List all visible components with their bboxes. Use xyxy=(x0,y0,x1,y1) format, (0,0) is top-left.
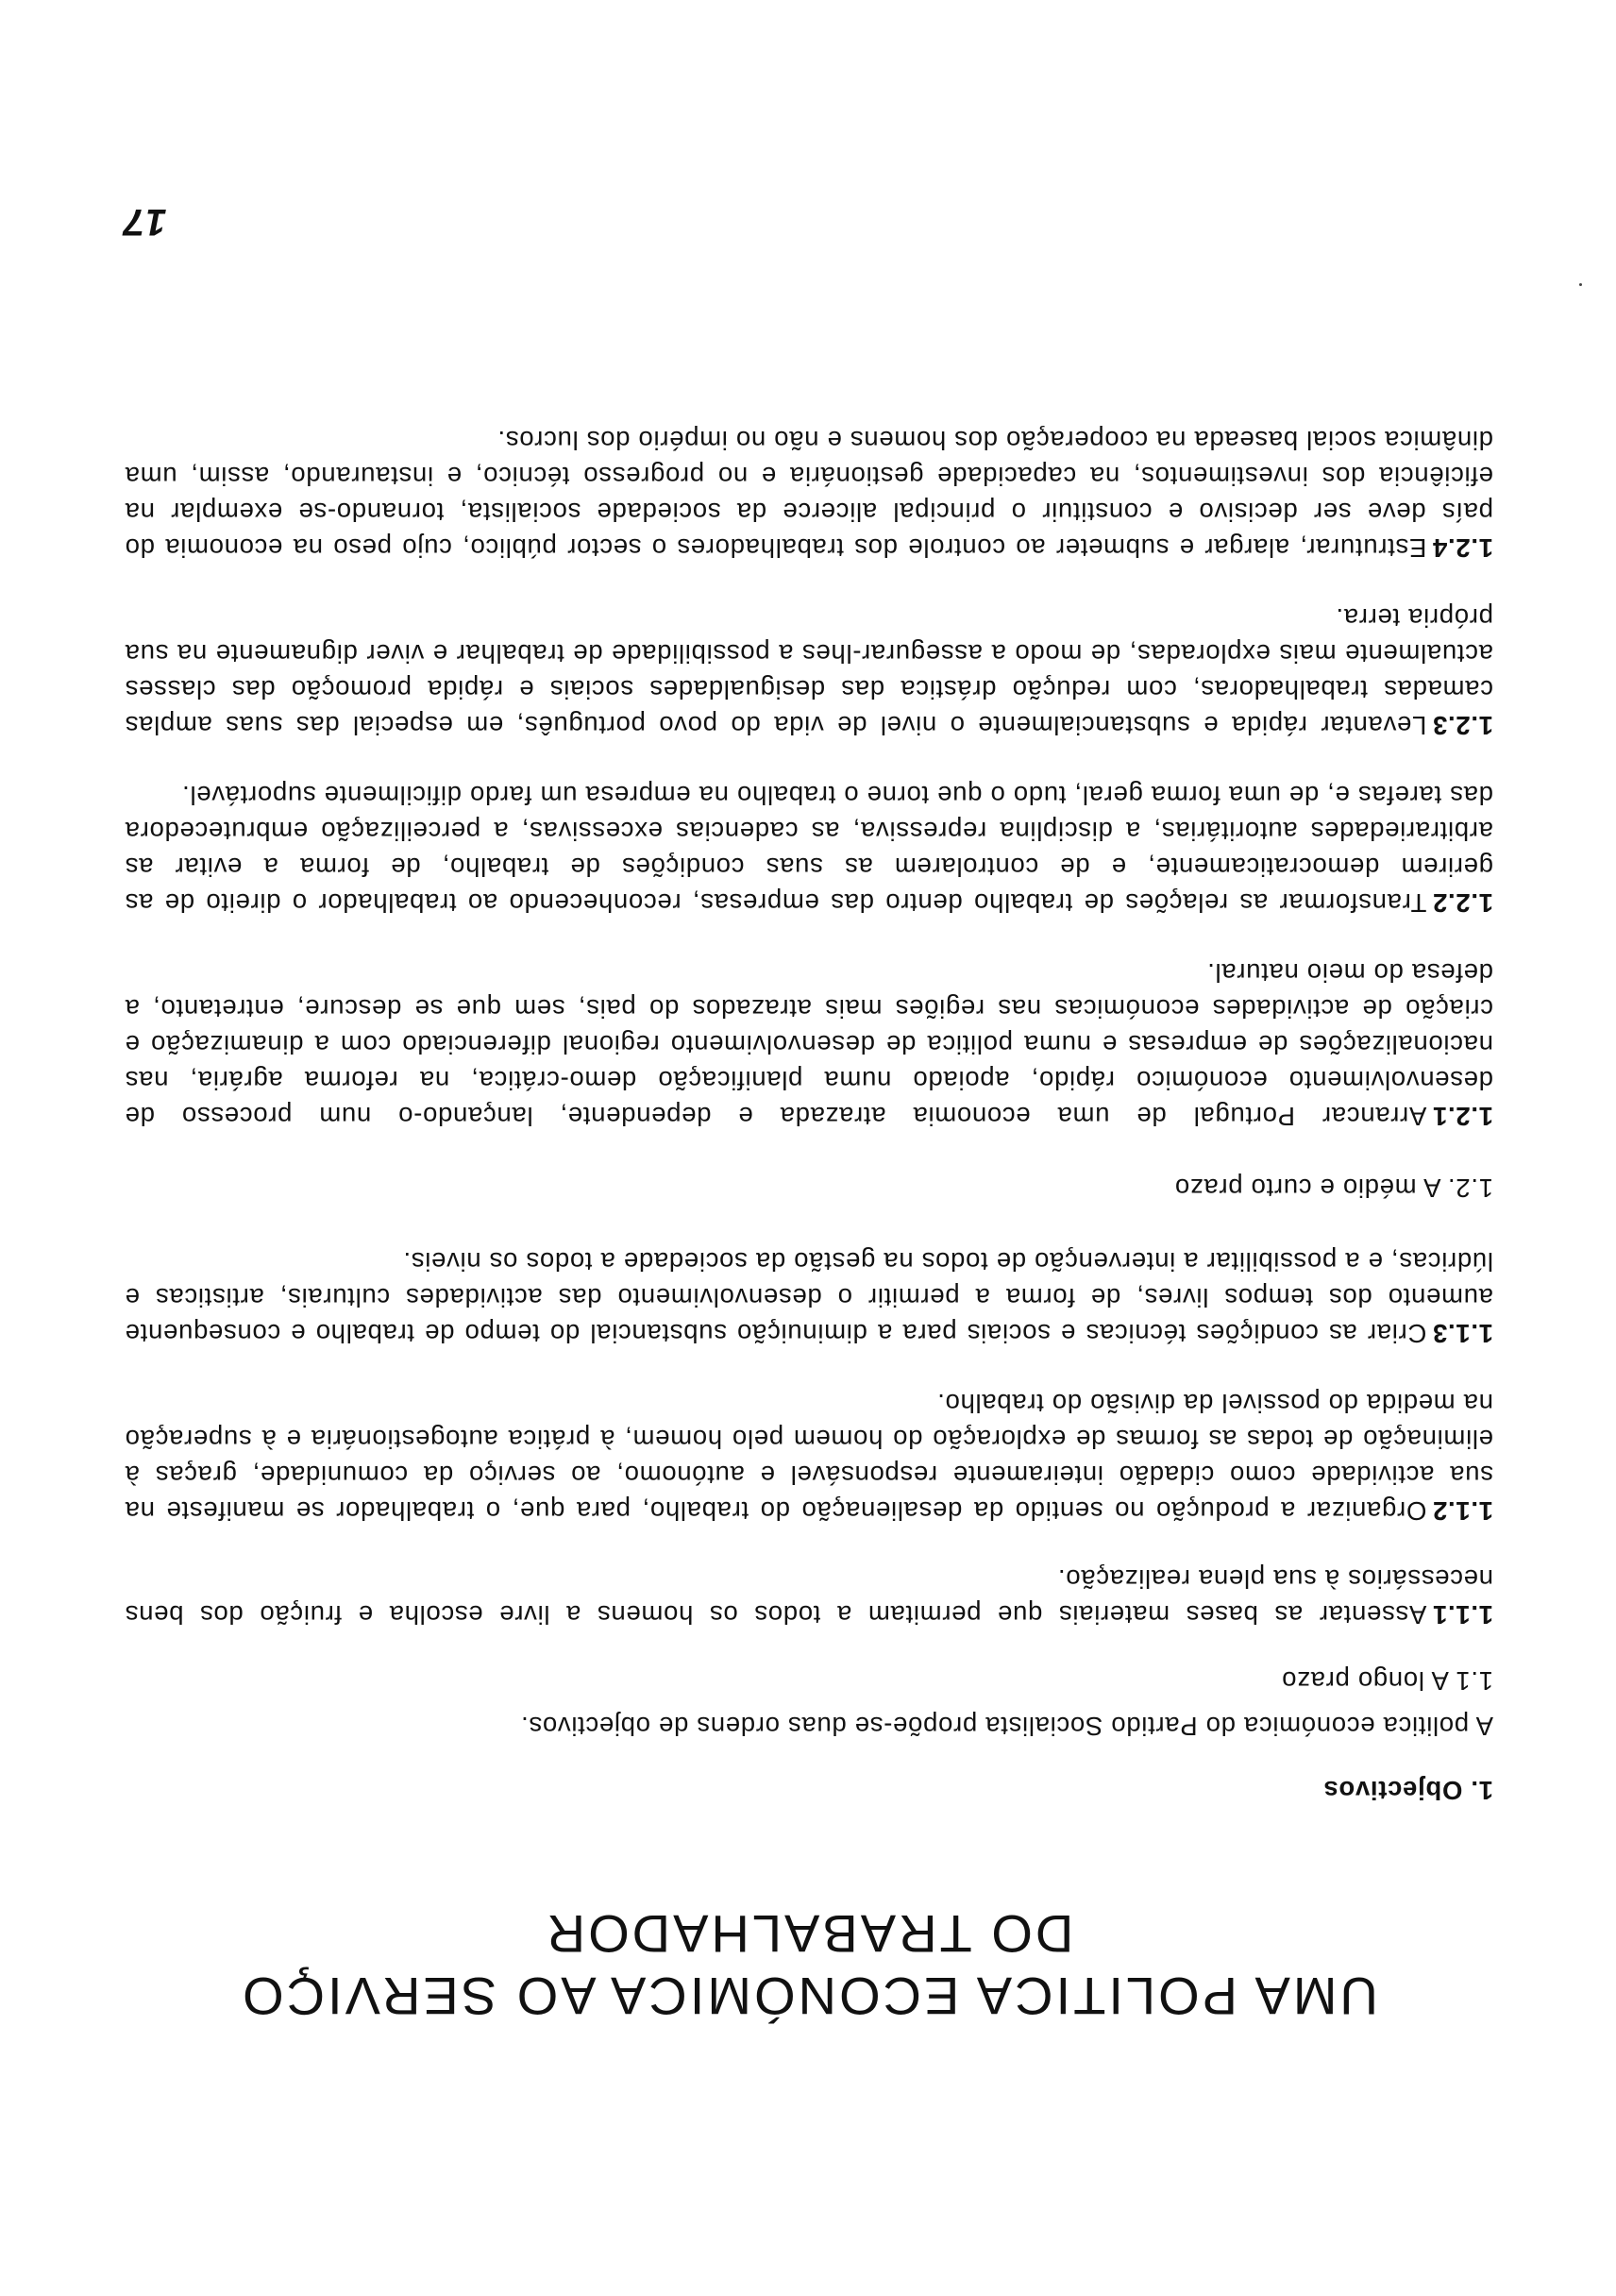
document-title xyxy=(125,1902,1493,2027)
paragraph-number: 1.2.2 xyxy=(1432,888,1493,918)
intro-paragraph: A politica económica do Partido Socialista propõe-se duas ordens de objectivos. xyxy=(520,1712,1493,1741)
paragraph-1-2-3 xyxy=(125,599,1493,743)
scan-speck xyxy=(1579,283,1582,286)
paragraph-number: 1.2.3 xyxy=(1432,711,1493,740)
paragraph-1-1-1 xyxy=(125,1561,1493,1632)
section-heading-objectivos: 1. Objectivos xyxy=(1322,1776,1493,1805)
paragraph-text: Estruturar, alargar e submeter ao controle dos trabalhadores o sector público, cujo peso na economia do país deve ser decisivo e constituir o principal alicerce da sociedade socialista, tornando-se exemplar na eficiência dos investimentos, na capacidade gestionária e no progresso técnico, e instaurando, assim, uma dinâmica social baseada na cooperação dos homens e não no império dos lucros. xyxy=(125,426,1493,563)
paragraph-text: Criar as condições técnicas e sociais para a diminuição substancial do tempo de trabalho e consequente aumento dos tempos livres, de forma a permitir o desenvolvimento das actividades culturais, artisticas e lúdricas, e a possibilitar a intervenção de todos na gestão da sociedade a todos os niveis. xyxy=(125,1247,1493,1348)
paragraph-1-1-3 xyxy=(125,1243,1493,1351)
paragraph-number: 1.1.3 xyxy=(1432,1319,1493,1348)
paragraph-number: 1.2.4 xyxy=(1432,533,1493,563)
subheading-long-term: 1.1 A longo prazo xyxy=(1281,1666,1493,1696)
paragraph-number: 1.2.1 xyxy=(1432,1102,1493,1131)
paragraph-1-2-1 xyxy=(125,954,1493,1134)
title-line-2: DO TRABALHADOR xyxy=(544,1904,1074,1964)
document-body xyxy=(125,422,1493,1808)
paragraph-text: Assentar as bases materiais que permitam a todos os homens a livre escolha e fruição dos bens necessários à sua plena realização. xyxy=(125,1564,1493,1629)
paragraph-number: 1.1.1 xyxy=(1432,1600,1493,1629)
page-number: 17 xyxy=(123,201,167,243)
subheading-medium-short-term: 1.2. A médio e curto prazo xyxy=(1174,1173,1493,1203)
paragraph-text: Transformar as relações de trabalho dentro das empresas, reconhecendo ao trabalhador o direito de as gerirem democraticamente, e de controlarem as suas condições de trabalho, de forma a evitar as arbitrariedades autoritárias, a disciplina repressiva, as cadencias excessivas, a perceilização embrutecedora das tarefas e, de uma forma geral, tudo o que torne o trabalho na empresa um fardo dificilmente suportável. xyxy=(125,781,1493,918)
paragraph-1-2-4 xyxy=(125,422,1493,566)
paragraph-text: Organizar a produção no sentido da desalienação do trabalho, para que, o trabalhador se manifeste na sua actividade como cidadão inteiramente responsável e autónomo, ao serviço da comunidade, graças à eliminação de todas as formas de exploração do homem pelo homem, à prática autogestionária e à superação na medida do possivel da divisão do trabalho. xyxy=(125,1389,1493,1526)
title-line-1: UMA POLITICA ECONÓMICA AO SERVIÇO xyxy=(240,1967,1378,2026)
paragraph-text: Arrancar Portugal de uma economia atrazada e dependente, lançando-o num processo de desenvolvimento económico rápido, apoiado numa planificação demo-crática, na reforma agrária, nas nacionalizações de empresas e numa politica de desenvolvimento regional diferenciado com a dinamização e criação de actividades económicas nas regiões mais atrazados do pais, sem que se descure, entretanto, a defesa do meio natural. xyxy=(125,958,1493,1131)
paragraph-number: 1.1.2 xyxy=(1432,1496,1493,1526)
paragraph-text: Levantar rápida e substancialmente o nivel de vida do povo português, em especial das suas amplas camadas trabalhadoras, com redução drástica das desigualdades sociais e rápida promoção das classes actualmente mais exploradas, de modo a assegurar-lhes a possibilidade de trabalhar e viver dignamente na sua própria terra. xyxy=(125,603,1493,740)
paragraph-1-2-2 xyxy=(125,777,1493,920)
page-content xyxy=(125,422,1493,2027)
paragraph-1-1-2 xyxy=(125,1385,1493,1528)
